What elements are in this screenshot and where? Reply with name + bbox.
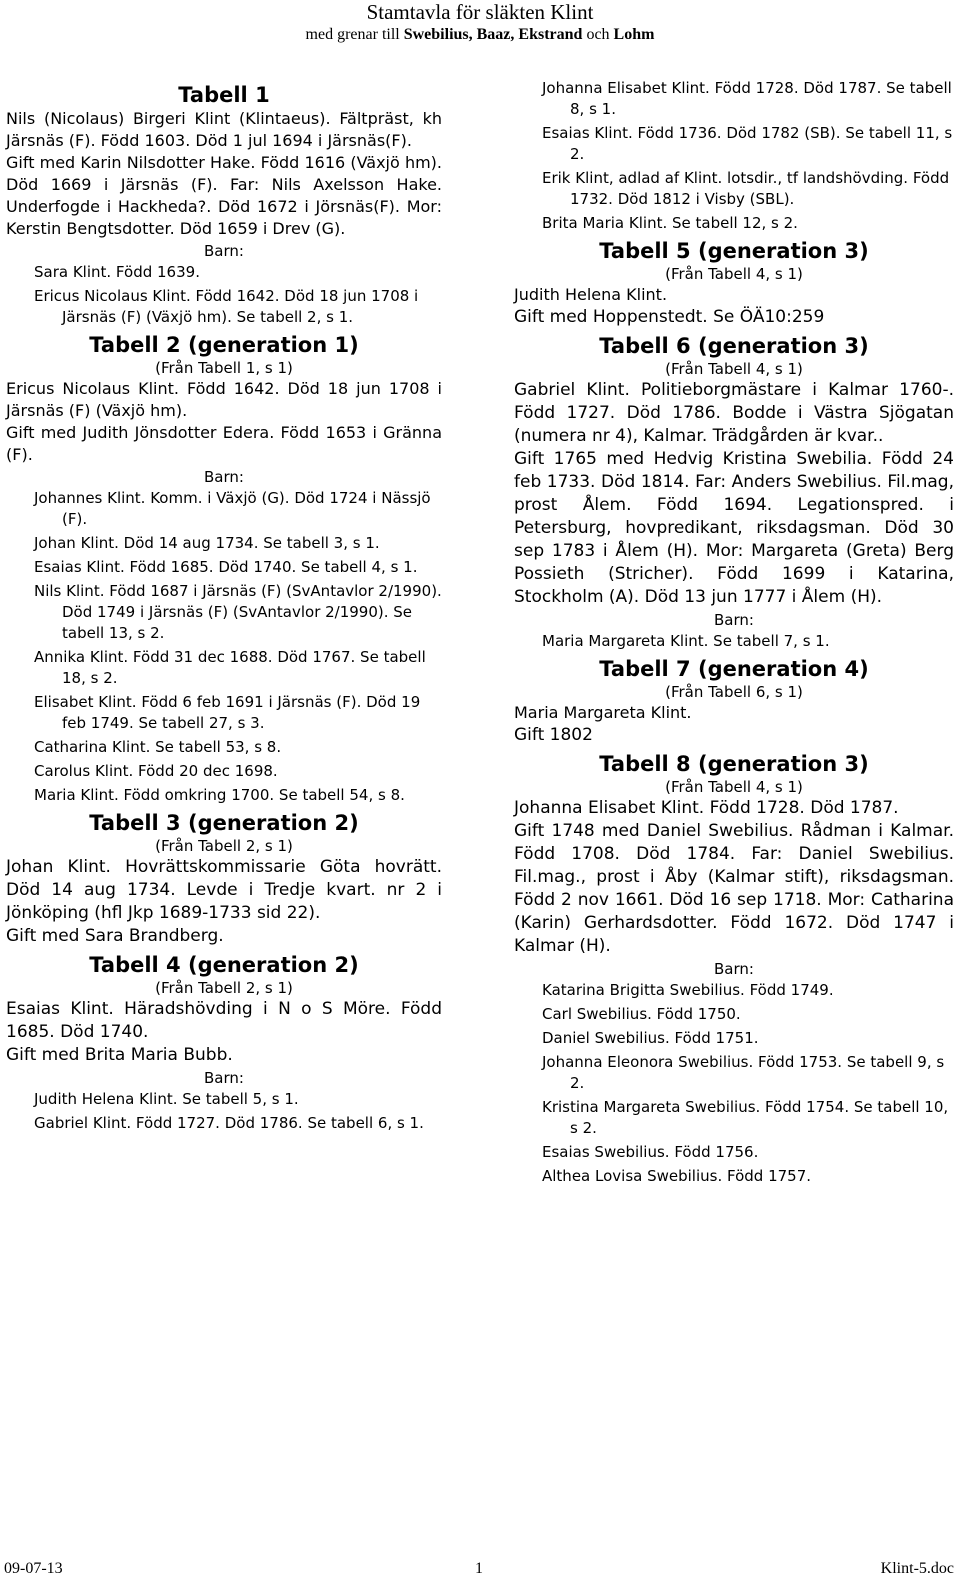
table-2-person: Ericus Nicolaus Klint. Född 1642. Död 18 jun 1708 i Järsnäs (F) (Växjö hm). [6,379,442,420]
child-entry: Erik Klint, adlad af Klint. lotsdir., tf landshövding. Född 1732. Död 1812 i Visby (SBL). [542,169,950,208]
child-entry: Carl Swebilius. Född 1750. [542,1005,741,1023]
child-entry: Brita Maria Klint. Se tabell 12, s 2. [542,214,798,232]
table-1-heading: Tabell 1 [178,83,270,107]
table-2-heading: Tabell 2 (generation 1) [89,333,359,357]
table-1-marriage: Gift med Karin Nilsdotter Hake. Född 1616 (Växjö hm). Död 1669 i Järsnäs (F). Far: Nils Axelsson Hake. Underfogde i Hackheda?. Död 1672 i Jörsnäs(F). Mor: Kerstin Bengtsdotter. Död 1659 i Drev (G). [6,153,442,238]
children-label: Barn: [204,468,244,486]
table-8-heading: Tabell 8 (generation 3) [599,752,869,776]
page-header [0,0,960,46]
child-entry: Sara Klint. Född 1639. [34,263,200,281]
children-label: Barn: [204,242,244,260]
table-3-person: Johan Klint. Hovrättskommissarie Göta hovrätt. Död 14 aug 1734. Levde i Tredje kvart. nr 2 i Jönköping (hfl Jkp 1689-1733 sid 22). [6,857,442,923]
child-entry: Esaias Klint. Född 1736. Död 1782 (SB). Se tabell 11, s 2. [542,124,953,163]
table-4-marriage: Gift med Brita Maria Bubb. [6,1045,233,1065]
footer-page-number: 1 [475,1560,483,1577]
child-entry: Carolus Klint. Född 20 dec 1698. [34,762,278,780]
child-entry: Johanna Elisabet Klint. Född 1728. Död 1787. Se tabell 8, s 1. [542,79,952,118]
table-4-source: (Från Tabell 2, s 1) [155,979,293,997]
table-7-marriage: Gift 1802 [514,725,593,745]
child-entry: Johanna Eleonora Swebilius. Född 1753. Se tabell 9, s 2. [542,1053,945,1092]
table-4-person: Esaias Klint. Häradshövding i N o S Möre. Född 1685. Död 1740. [6,999,442,1042]
table-3-heading: Tabell 3 (generation 2) [89,811,359,835]
right-column [514,78,954,1190]
table-7-source: (Från Tabell 6, s 1) [665,683,803,701]
child-entry: Johannes Klint. Komm. i Växjö (G). Död 1724 i Nässjö (F). [34,489,431,528]
child-entry: Gabriel Klint. Född 1727. Död 1786. Se tabell 6, s 1. [34,1114,424,1132]
table-5-person: Judith Helena Klint. [514,285,668,304]
child-entry: Maria Klint. Född omkring 1700. Se tabell 54, s 8. [34,786,405,804]
children-label: Barn: [204,1069,244,1087]
child-entry: Ericus Nicolaus Klint. Född 1642. Död 18 jun 1708 i Järsnäs (F) (Växjö hm). Se tabell 2, s 1. [34,287,419,326]
child-entry: Esaias Swebilius. Född 1756. [542,1143,759,1161]
table-6-marriage: Gift 1765 med Hedvig Kristina Swebilia. Född 24 feb 1733. Död 1814. Far: Anders Swebilius. Fil.mag, prost Ålem. Född 1694. Legationspred. i Petersburg, hovpredikant, riksdagsman. Död 30 sep 1783 i Ålem (H). Mor: Margareta (Greta) Berg Possieth (Stricher). Född 1699 i Katarina, Stockholm (A). Död 13 jun 1777 i Ålem (H). [514,449,954,607]
child-entry: Althea Lovisa Swebilius. Född 1757. [542,1167,812,1185]
table-1-person: Nils (Nicolaus) Birgeri Klint (Klintaeus). Fältpräst, kh Järsnäs (F). Född 1603. Död 1 jul 1694 i Järsnäs(F). [6,109,442,150]
table-2-marriage: Gift med Judith Jönsdotter Edera. Född 1653 i Gränna (F). [6,423,442,464]
table-8-person: Johanna Elisabet Klint. Född 1728. Död 1787. [514,798,899,818]
footer-date: 09-07-13 [4,1560,63,1577]
table-5-source: (Från Tabell 4, s 1) [665,265,803,283]
child-entry: Catharina Klint. Se tabell 53, s 8. [34,738,282,756]
table-6-source: (Från Tabell 4, s 1) [665,360,803,378]
table-7-heading: Tabell 7 (generation 4) [599,657,869,681]
table-5-marriage: Gift med Hoppenstedt. Se ÖÄ10:259 [514,307,825,327]
document-subtitle: med grenar till Swebilius, Baaz, Ekstrand och Lohm [305,26,655,43]
child-entry: Daniel Swebilius. Född 1751. [542,1029,759,1047]
table-8-source: (Från Tabell 4, s 1) [665,778,803,796]
table-4-heading: Tabell 4 (generation 2) [89,953,359,977]
table-8-marriage: Gift 1748 med Daniel Swebilius. Rådman i Kalmar. Född 1708. Död 1784. Far: Daniel Swebilius. Fil.mag., prost i Åby (Kalmar stift), riksdagsman. Född 2 nov 1661. Död 16 sep 1718. Mor: Catharina (Karin) Gerhardsdotter. Född 1672. Död 1747 i Kalmar (H). [514,821,954,956]
child-entry: Johan Klint. Död 14 aug 1734. Se tabell 3, s 1. [34,534,380,552]
child-entry: Judith Helena Klint. Se tabell 5, s 1. [34,1090,299,1108]
child-entry: Esaias Klint. Född 1685. Död 1740. Se tabell 4, s 1. [34,558,418,576]
children-label: Barn: [714,960,754,978]
child-entry: Elisabet Klint. Född 6 feb 1691 i Järsnäs (F). Död 19 feb 1749. Se tabell 27, s 3. [34,693,421,732]
child-entry: Maria Margareta Klint. Se tabell 7, s 1. [542,632,830,650]
table-3-source: (Från Tabell 2, s 1) [155,837,293,855]
table-3-marriage: Gift med Sara Brandberg. [6,926,224,946]
table-6-heading: Tabell 6 (generation 3) [599,334,869,358]
child-entry: Nils Klint. Född 1687 i Järsnäs (F) (SvAntavlor 2/1990). Död 1749 i Järsnäs (F) (SvAntavlor 2/1990). Se tabell 13, s 2. [34,582,442,642]
table-7-person: Maria Margareta Klint. [514,703,692,722]
child-entry: Annika Klint. Född 31 dec 1688. Död 1767. Se tabell 18, s 2. [34,648,426,687]
footer-filename: Klint-5.doc [880,1560,954,1577]
table-6-person: Gabriel Klint. Politieborgmästare i Kalmar 1760-. Född 1727. Död 1786. Bodde i Västra Sjögatan (numera nr 4), Kalmar. Trädgården är kvar.. [514,380,954,446]
child-entry: Kristina Margareta Swebilius. Född 1754. Se tabell 10, s 2. [542,1098,949,1137]
table-5-heading: Tabell 5 (generation 3) [599,239,869,263]
children-label: Barn: [714,611,754,629]
table-2-source: (Från Tabell 1, s 1) [155,359,293,377]
child-entry: Katarina Brigitta Swebilius. Född 1749. [542,981,834,999]
document-title: Stamtavla för släkten Klint [366,0,594,24]
left-column [6,78,442,1137]
